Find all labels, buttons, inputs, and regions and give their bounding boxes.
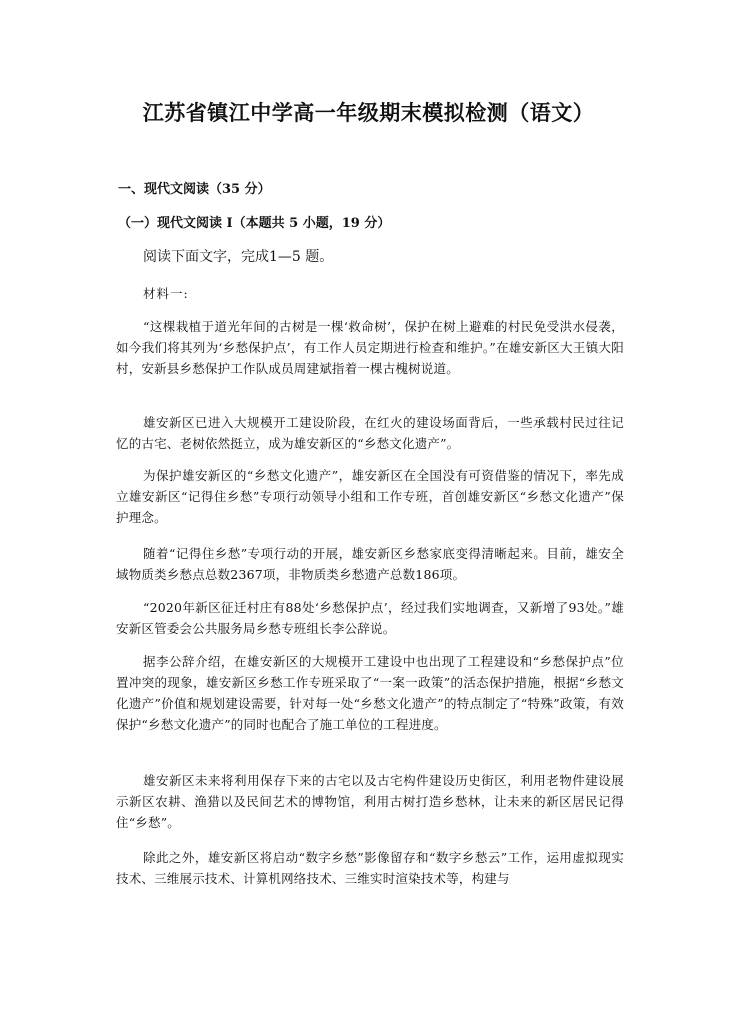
paragraph: “2020年新区征迁村庄有88处‘乡愁保护点’，经过我们实地调查，又新增了93处。”雄安新区管委会公共服务局乡愁专班组长李公辞说。 xyxy=(116,600,624,636)
paragraph: 除此之外，雄安新区将启动“数字乡愁”影像留存和“数字乡愁云”工作，运用虚拟现实技术、三维展示技术、计算机网络技术、三维实时渲染技术等，构建与 xyxy=(116,850,624,886)
paragraph: 随着“记得住乡愁”专项行动的开展，雄安新区乡愁家底变得清晰起来。目前，雄安全域物质类乡愁点总数2367项，非物质类乡愁遗产总数186项。 xyxy=(116,546,624,582)
paragraph: 为保护雄安新区的“乡愁文化遗产”，雄安新区在全国没有可资借鉴的情况下，率先成立雄安新区“记得住乡愁”专项行动领导小组和工作专班，首创雄安新区“乡愁文化遗产”保护理念。 xyxy=(116,468,624,525)
material-label: 材料一: xyxy=(143,286,189,301)
paragraph: 据李公辞介绍，在雄安新区的大规模开工建设中也出现了工程建设和“乡愁保护点”位置冲突的现象，雄安新区乡愁工作专班采取了“一案一政策”的活态保护措施，根据“乡愁文化遗产”价值和规划建设需要，针对每一处“乡愁文化遗产”的特点制定了“特殊”政策，有效保护“乡愁文化遗产”的同时也配合了施工单位的工程进度。 xyxy=(116,654,624,732)
section-heading: 一、现代文阅读（35 分） xyxy=(118,182,271,197)
paragraph: 雄安新区未来将利用保存下来的古宅以及古宅构件建设历史街区，利用老物件建设展示新区农耕、渔猎以及民间艺术的博物馆，利用古树打造乡愁林，让未来的新区居民记得住“乡愁”。 xyxy=(116,773,624,830)
document-title: 江苏省镇江中学高一年级期末模拟检测（语文） xyxy=(142,100,595,125)
paragraph: 雄安新区已进入大规模开工建设阶段，在红火的建设场面背后，一些承载村民过往记忆的古宅、老树依然挺立，成为雄安新区的“乡愁文化遗产”。 xyxy=(116,415,624,451)
subsection-heading: （一）现代文阅读 I（本题共 5 小题，19 分） xyxy=(118,216,391,231)
paragraph: “这棵栽植于道光年间的古树是一棵‘救命树’，保护在树上避难的村民免受洪水侵袭，如今我们将其列为‘乡愁保护点’，有工作人员定期进行检查和维护。”在雄安新区大王镇大阳村，安新县乡愁保护工作队成员周建斌指着一棵古槐树说道。 xyxy=(116,319,624,376)
reading-instruction: 阅读下面文字，完成1—5 题。 xyxy=(143,249,334,265)
